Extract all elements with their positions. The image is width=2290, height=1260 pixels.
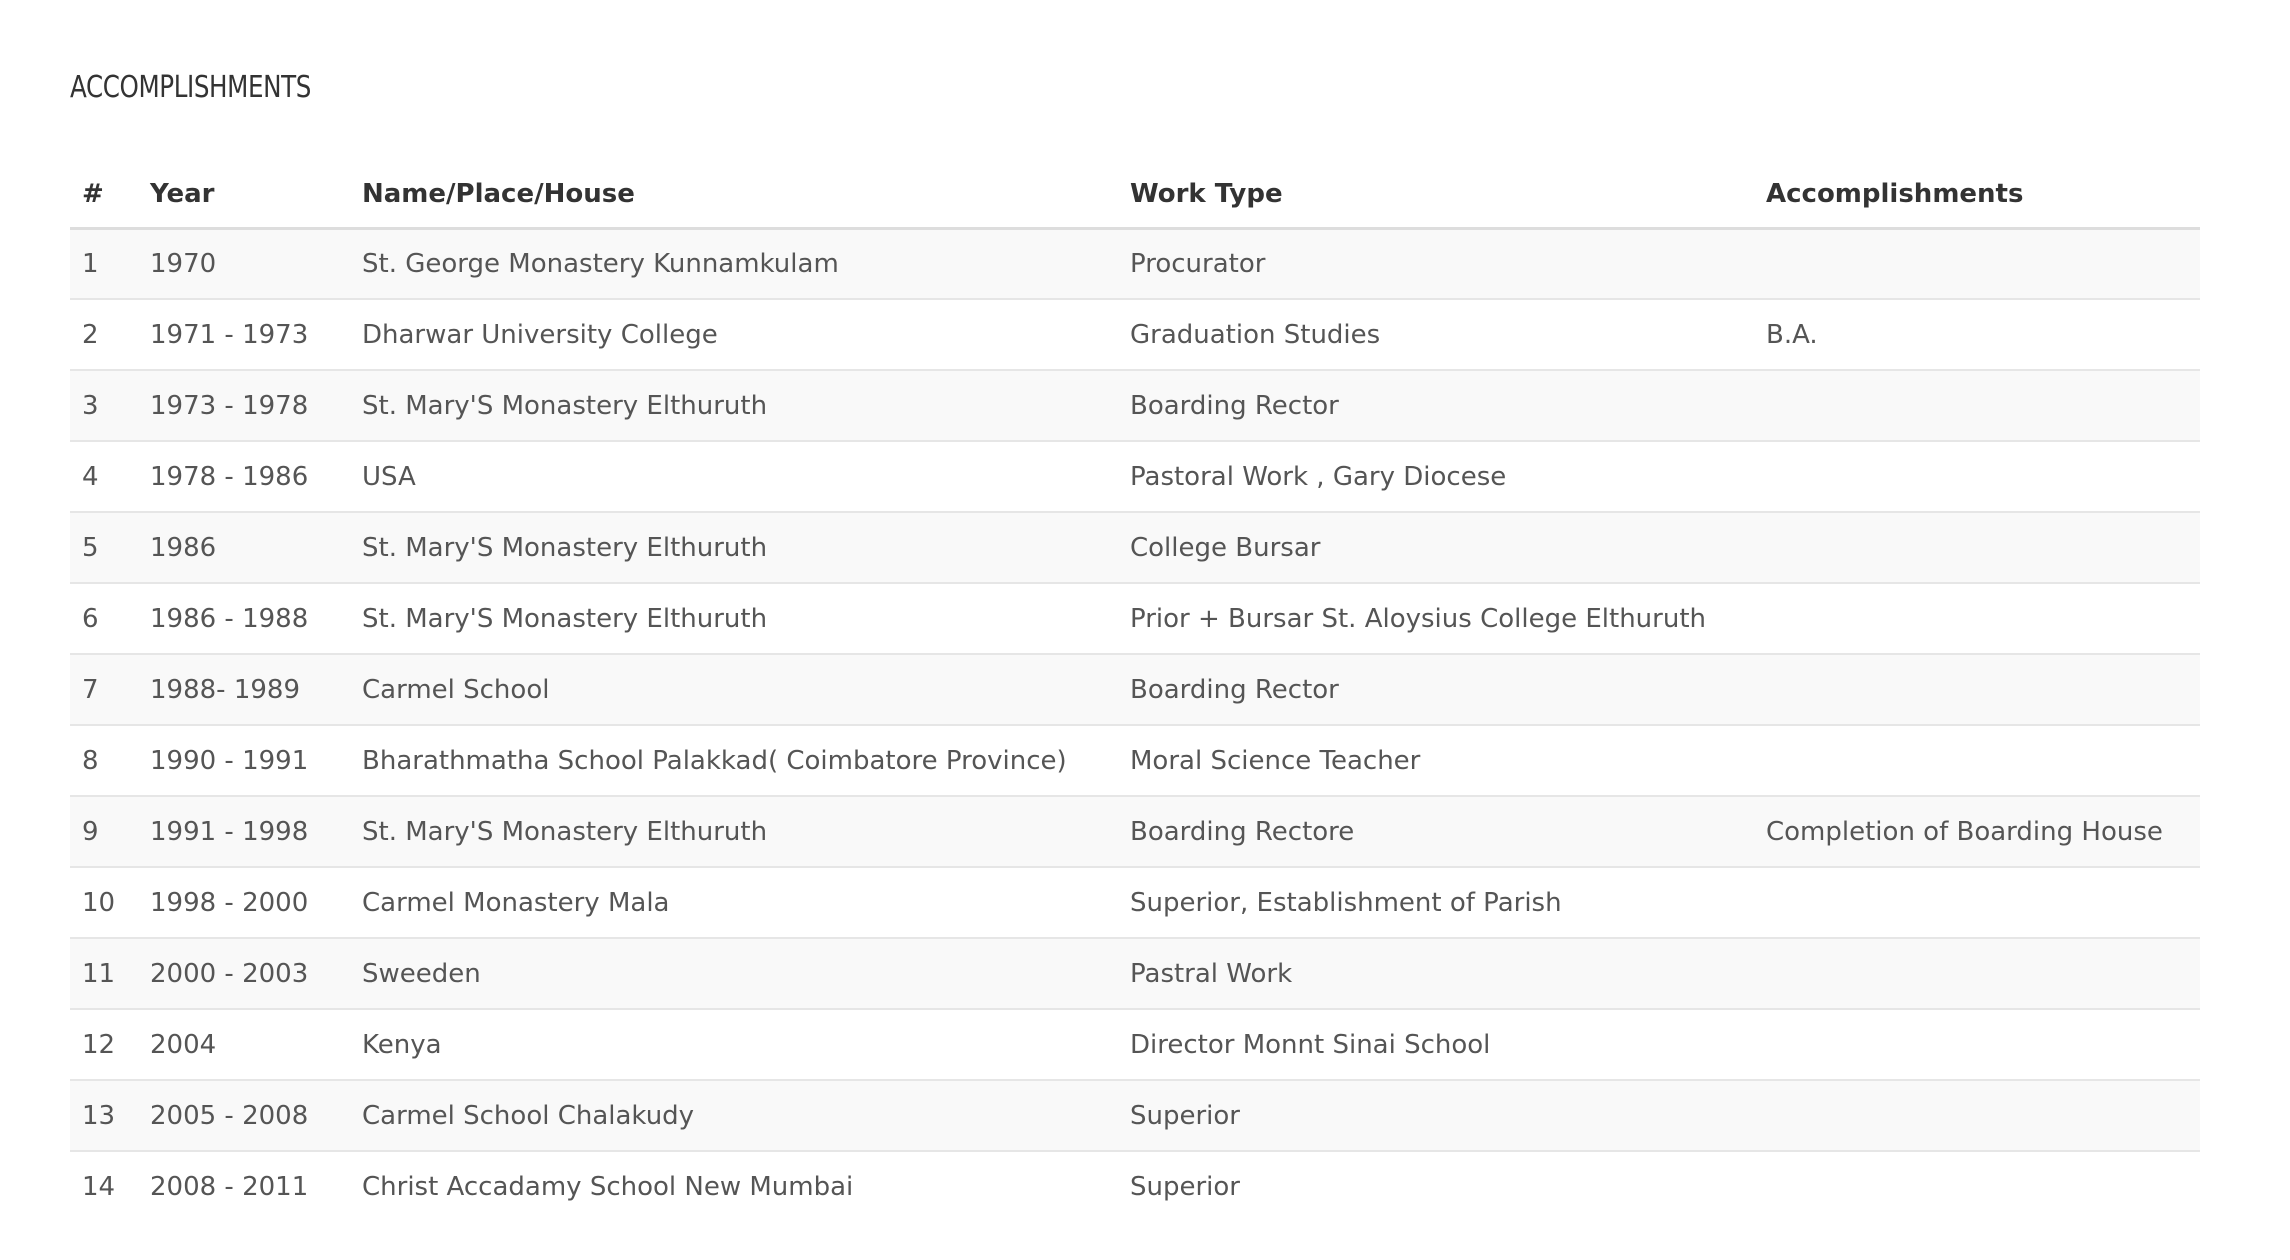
header-num: # — [70, 162, 138, 228]
header-work-type: Work Type — [1118, 162, 1754, 228]
cell-number: 1 — [70, 228, 138, 299]
cell-year: 1988- 1989 — [138, 654, 350, 725]
cell-name-place-house: Bharathmatha School Palakkad( Coimbatore Province) — [350, 725, 1118, 796]
cell-name-place-house: Christ Accadamy School New Mumbai — [350, 1151, 1118, 1222]
cell-number: 5 — [70, 512, 138, 583]
header-row — [70, 162, 2200, 228]
table-header — [70, 162, 2200, 228]
cell-year: 2005 - 2008 — [138, 1080, 350, 1151]
table-row — [70, 228, 2200, 299]
cell-work-type: Superior — [1118, 1151, 1754, 1222]
cell-number: 10 — [70, 867, 138, 938]
cell-year: 2008 - 2011 — [138, 1151, 350, 1222]
table-row — [70, 583, 2200, 654]
cell-accomplishments — [1754, 938, 2200, 1009]
cell-accomplishments — [1754, 512, 2200, 583]
cell-number: 9 — [70, 796, 138, 867]
cell-year: 1978 - 1986 — [138, 441, 350, 512]
cell-number: 3 — [70, 370, 138, 441]
cell-work-type: Director Monnt Sinai School — [1118, 1009, 1754, 1080]
cell-year: 1973 - 1978 — [138, 370, 350, 441]
cell-work-type: Superior — [1118, 1080, 1754, 1151]
cell-name-place-house: USA — [350, 441, 1118, 512]
cell-work-type: Pastoral Work , Gary Diocese — [1118, 441, 1754, 512]
cell-name-place-house: St. Mary'S Monastery Elthuruth — [350, 370, 1118, 441]
accomplishments-table — [70, 162, 2200, 1222]
cell-number: 4 — [70, 441, 138, 512]
cell-year: 1986 — [138, 512, 350, 583]
cell-name-place-house: Dharwar University College — [350, 299, 1118, 370]
cell-accomplishments — [1754, 725, 2200, 796]
cell-name-place-house: St. Mary'S Monastery Elthuruth — [350, 583, 1118, 654]
table-row — [70, 1080, 2200, 1151]
cell-name-place-house: St. Mary'S Monastery Elthuruth — [350, 796, 1118, 867]
cell-name-place-house: Carmel School — [350, 654, 1118, 725]
cell-work-type: Superior, Establishment of Parish — [1118, 867, 1754, 938]
cell-number: 12 — [70, 1009, 138, 1080]
cell-year: 1971 - 1973 — [138, 299, 350, 370]
cell-accomplishments: B.A. — [1754, 299, 2200, 370]
cell-name-place-house: Sweeden — [350, 938, 1118, 1009]
cell-number: 14 — [70, 1151, 138, 1222]
cell-accomplishments — [1754, 654, 2200, 725]
cell-number: 7 — [70, 654, 138, 725]
cell-accomplishments — [1754, 1151, 2200, 1222]
cell-name-place-house: St. George Monastery Kunnamkulam — [350, 228, 1118, 299]
cell-name-place-house: Kenya — [350, 1009, 1118, 1080]
cell-year: 1991 - 1998 — [138, 796, 350, 867]
cell-year: 1986 - 1988 — [138, 583, 350, 654]
cell-accomplishments — [1754, 867, 2200, 938]
cell-number: 8 — [70, 725, 138, 796]
cell-accomplishments: Completion of Boarding House — [1754, 796, 2200, 867]
header-name-place-house: Name/Place/House — [350, 162, 1118, 228]
cell-name-place-house: St. Mary'S Monastery Elthuruth — [350, 512, 1118, 583]
cell-work-type: Moral Science Teacher — [1118, 725, 1754, 796]
table-row — [70, 938, 2200, 1009]
table-row — [70, 796, 2200, 867]
table-body — [70, 228, 2200, 1222]
cell-work-type: College Bursar — [1118, 512, 1754, 583]
cell-work-type: Boarding Rector — [1118, 654, 1754, 725]
cell-year: 1990 - 1991 — [138, 725, 350, 796]
section-title: ACCOMPLISHMENTS — [70, 70, 311, 105]
table-row — [70, 441, 2200, 512]
cell-accomplishments — [1754, 228, 2200, 299]
cell-work-type: Graduation Studies — [1118, 299, 1754, 370]
table-row — [70, 1151, 2200, 1222]
table-row — [70, 299, 2200, 370]
cell-year: 2000 - 2003 — [138, 938, 350, 1009]
cell-year: 1970 — [138, 228, 350, 299]
header-year: Year — [138, 162, 350, 228]
table-row — [70, 512, 2200, 583]
header-accomplishments: Accomplishments — [1754, 162, 2200, 228]
cell-year: 1998 - 2000 — [138, 867, 350, 938]
cell-accomplishments — [1754, 370, 2200, 441]
table-row — [70, 370, 2200, 441]
cell-number: 13 — [70, 1080, 138, 1151]
cell-accomplishments — [1754, 583, 2200, 654]
cell-accomplishments — [1754, 1009, 2200, 1080]
cell-number: 6 — [70, 583, 138, 654]
cell-number: 2 — [70, 299, 138, 370]
table-row — [70, 1009, 2200, 1080]
cell-name-place-house: Carmel Monastery Mala — [350, 867, 1118, 938]
cell-year: 2004 — [138, 1009, 350, 1080]
cell-work-type: Boarding Rectore — [1118, 796, 1754, 867]
table-row — [70, 867, 2200, 938]
cell-accomplishments — [1754, 441, 2200, 512]
cell-accomplishments — [1754, 1080, 2200, 1151]
table-row — [70, 725, 2200, 796]
cell-name-place-house: Carmel School Chalakudy — [350, 1080, 1118, 1151]
cell-work-type: Prior + Bursar St. Aloysius College Elthuruth — [1118, 583, 1754, 654]
accomplishments-section — [70, 66, 2200, 1222]
cell-work-type: Procurator — [1118, 228, 1754, 299]
cell-work-type: Pastral Work — [1118, 938, 1754, 1009]
table-row — [70, 654, 2200, 725]
cell-number: 11 — [70, 938, 138, 1009]
cell-work-type: Boarding Rector — [1118, 370, 1754, 441]
